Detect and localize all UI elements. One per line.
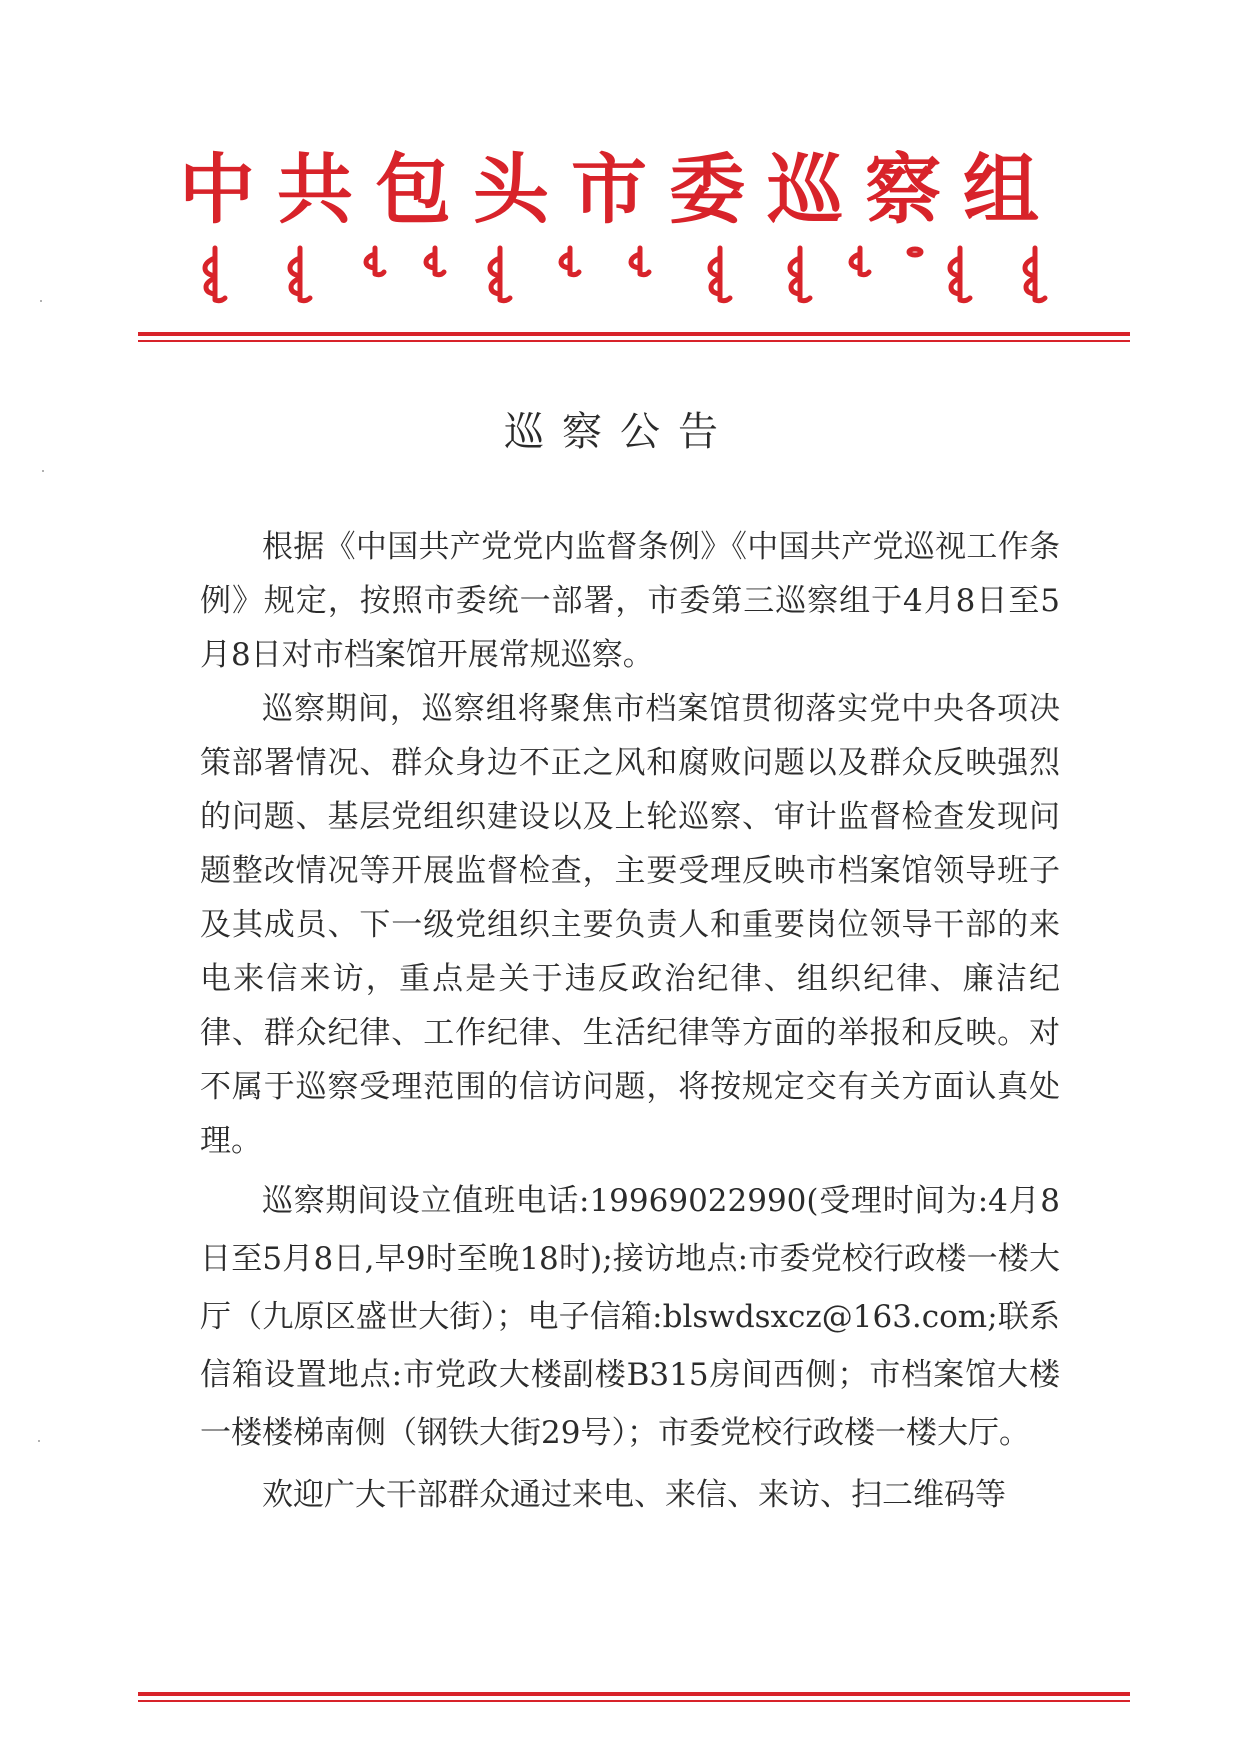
scan-speck [42,470,44,472]
scan-speck [40,300,42,302]
mongolian-glyph-mark [909,249,921,255]
paragraph-scope: 巡察期间，巡察组将聚焦市档案馆贯彻落实党中央各项决策部署情况、群众身边不正之风和腐败问题以及群众反映强烈的问题、基层党组织建设以及上轮巡察、审计监督检查发现问题整改情况等开展监督检查，主要受理反映市档案馆领导班子及其成员、下一级党组织主要负责人和重要岗位领导干部的来电来信来访，重点是关于违反政治纪律、组织纪律、廉洁纪律、群众纪律、工作纪律、生活纪律等方面的举报和反映。对不属于巡察受理范围的信访问题，将按规定交有关方面认真处理。 [200,691,1060,1159]
mongolian-glyph-mark [290,248,310,301]
mongolian-glyph-mark [426,248,444,275]
header-divider [138,332,1130,342]
masthead-title: 中共包头市委巡察组 [179,145,1061,234]
paragraph-invitation: 欢迎广大干部群众通过来电、来信、来访、扫二维码等 [262,1477,1006,1513]
mongolian-glyph-mark [950,248,970,301]
mongolian-glyph-mark [490,248,510,301]
mongolian-glyph-mark [205,248,225,301]
mongolian-glyph-mark [790,248,810,301]
mongolian-glyph-mark [366,248,384,275]
document-title: 巡察公告 [504,409,736,455]
mongolian-name-mark [200,240,1060,310]
mongolian-glyph-mark [710,248,730,301]
document-body [200,520,1060,1522]
footer-divider [138,1692,1130,1702]
scan-speck [38,1440,40,1442]
mongolian-glyph-mark [631,248,649,275]
mongolian-glyph-mark [561,248,579,275]
paragraph-basis: 根据《中国共产党党内监督条例》《中国共产党巡视工作条例》规定，按照市委统一部署，市委第三巡察组于4月8日至5月8日对市档案馆开展常规巡察。 [200,529,1060,673]
mongolian-glyph-mark [1025,248,1045,301]
paragraph-contact: 巡察期间设立值班电话:19969022990(受理时间为:4月8日至5月8日,早9时至晚18时);接访地点:市委党校行政楼一楼大厅（九原区盛世大街）；电子信箱:blswdsxcz@163.com;联系信箱设置地点:市党政大楼副楼B315房间西侧；市档案馆大楼一楼楼梯南侧（钢铁大街29号）；市委党校行政楼一楼大厅。 [200,1183,1060,1451]
mongolian-glyph-mark [851,248,869,275]
